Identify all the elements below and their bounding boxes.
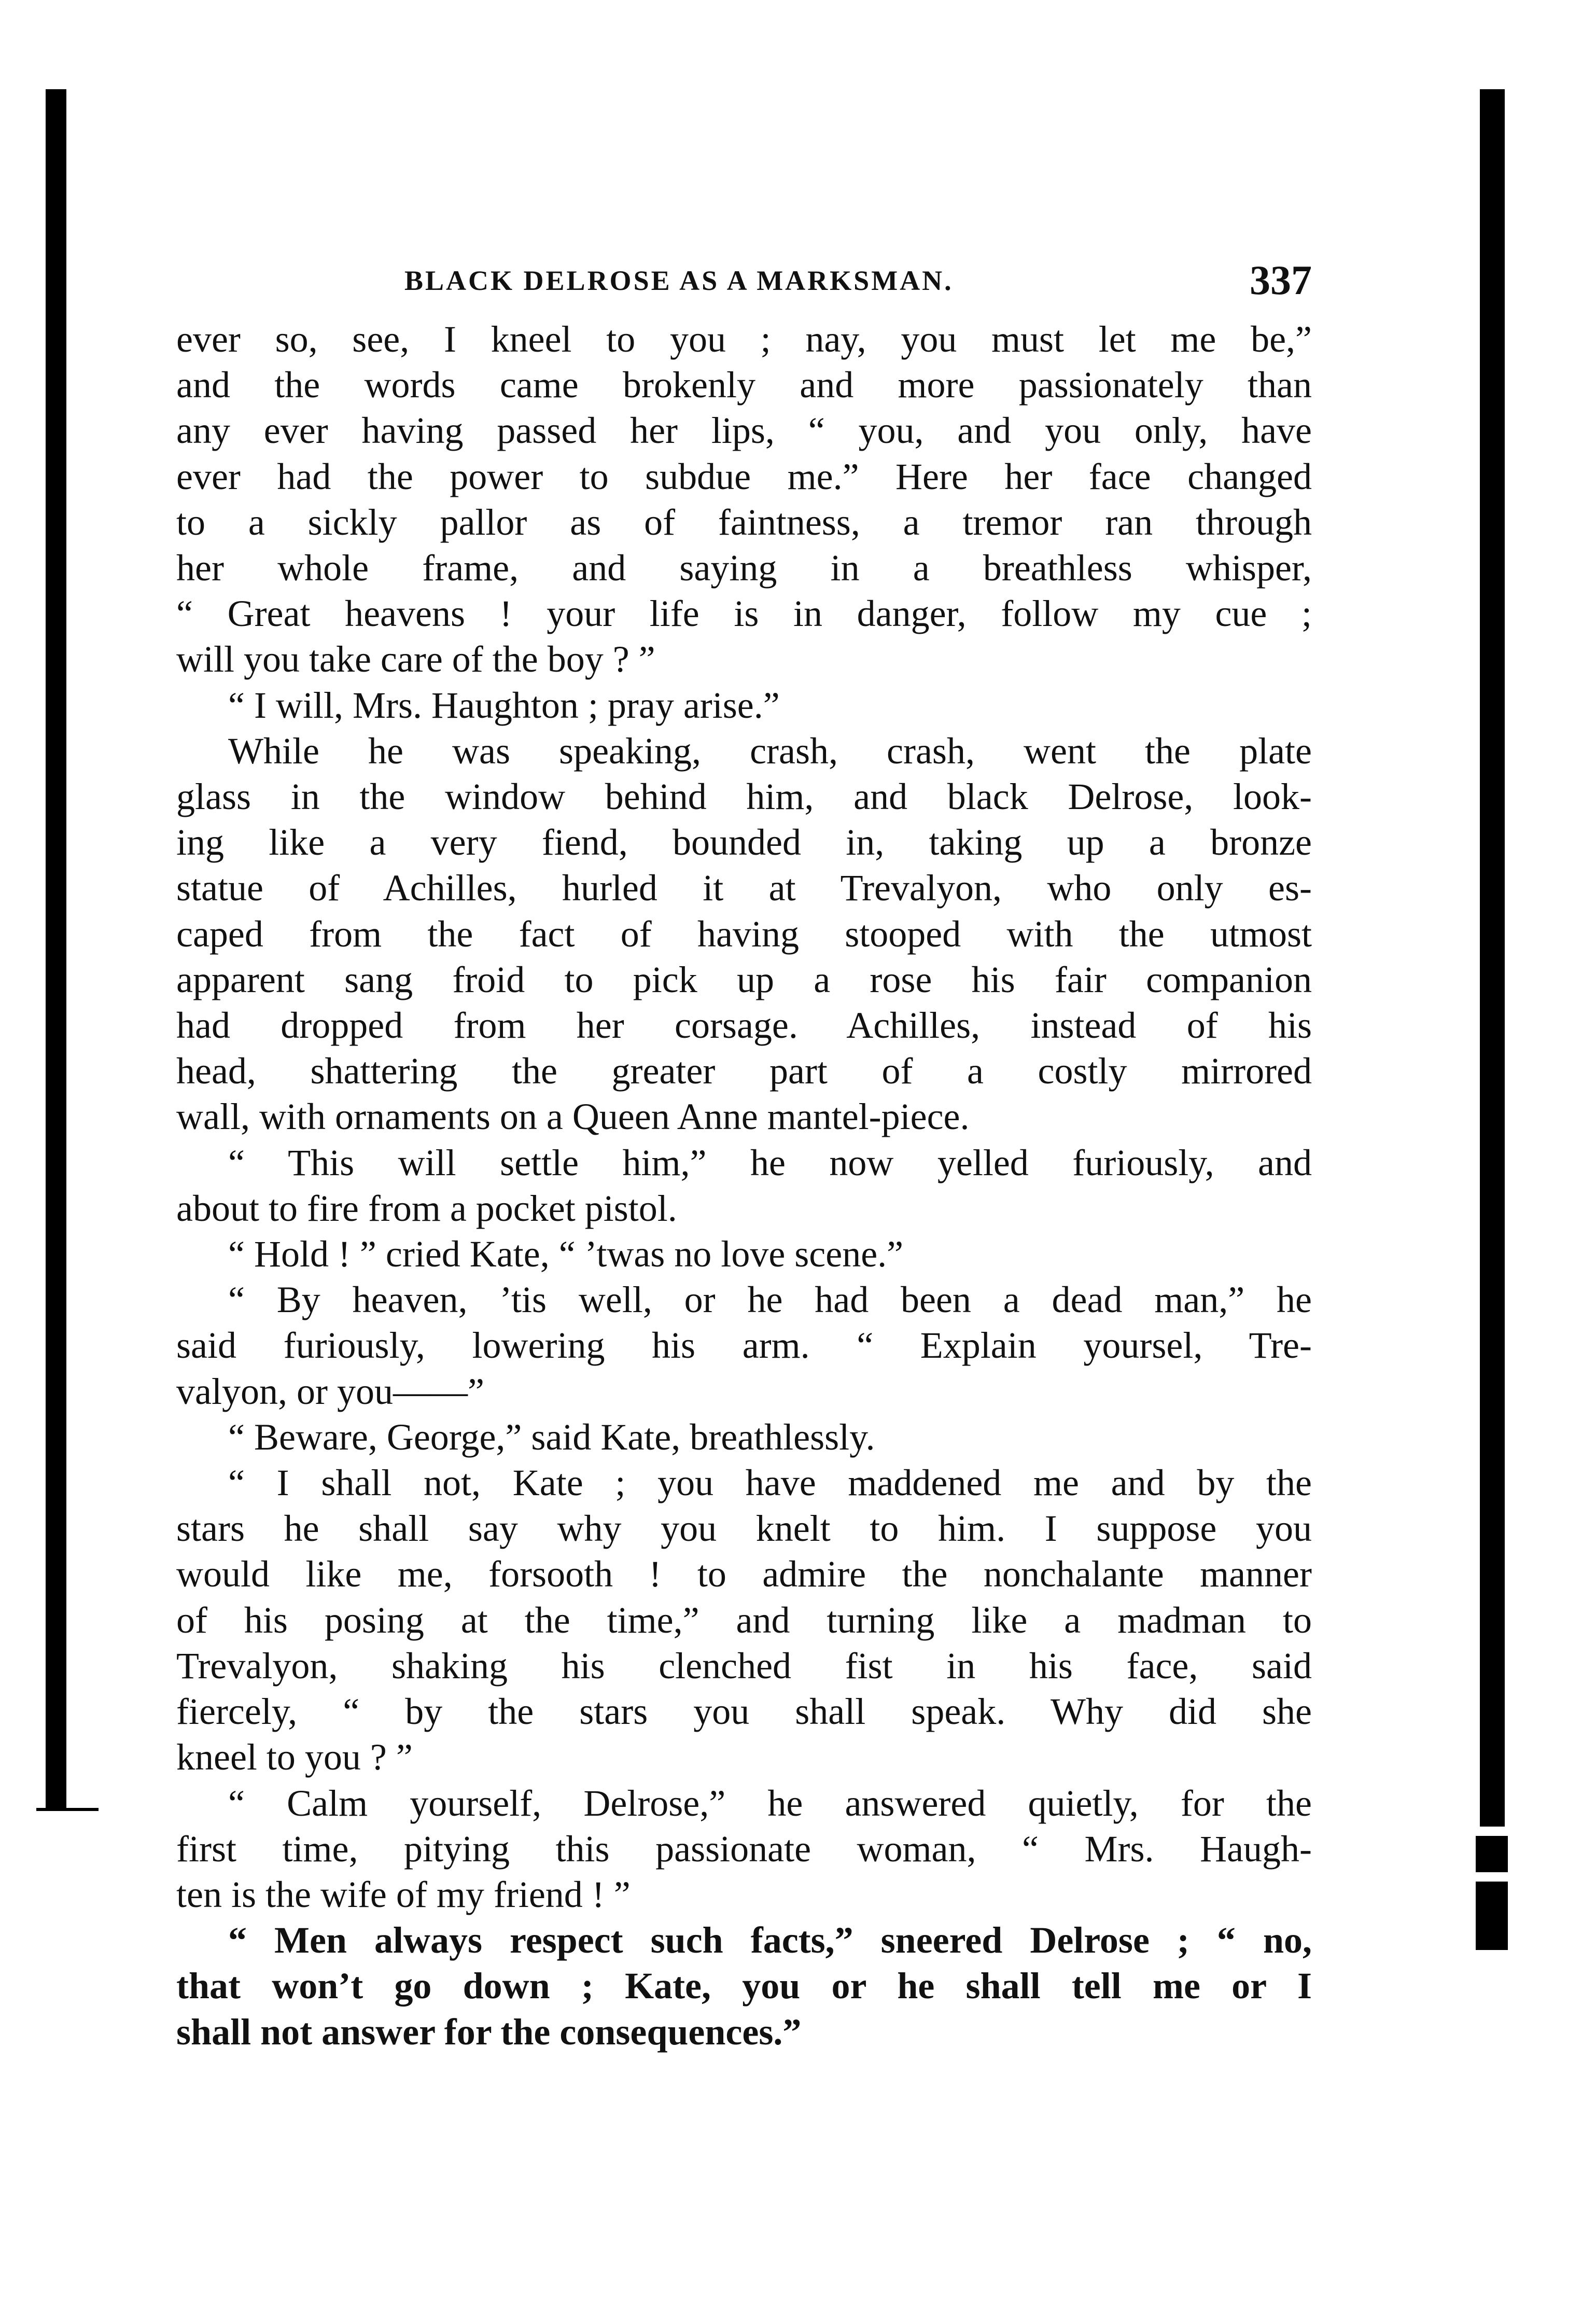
- text-line: said furiously, lowering his arm. “ Explain yoursel, Tre-: [176, 1325, 1312, 1367]
- text-line: “ This will settle him,” he now yelled furiously, and: [228, 1141, 1312, 1183]
- text-line: “ I shall not, Kate ; you have maddened me and by the: [228, 1462, 1312, 1504]
- scan-edge-left: [46, 89, 66, 1808]
- text-line: of his posing at the time,” and turning like a madman to: [176, 1599, 1312, 1641]
- text-line: head, shattering the greater part of a costly mirrored: [176, 1050, 1312, 1092]
- text-line: had dropped from her corsage. Achilles, instead of his: [176, 1005, 1312, 1047]
- text-line: kneel to you ? ”: [176, 1736, 413, 1778]
- text-line: ever so, see, I kneel to you ; nay, you must let me be,”: [176, 318, 1312, 360]
- text-line: shall not answer for the consequences.”: [176, 2011, 802, 2053]
- page-number: 337: [1250, 258, 1312, 303]
- text-line: “ Men always respect such facts,” sneered Delrose ; “ no,: [228, 1919, 1312, 1961]
- scan-edge-right-fragment: [1476, 1882, 1508, 1950]
- text-line: stars he shall say why you knelt to him. I suppose you: [176, 1508, 1312, 1550]
- scan-edge-tick: [36, 1808, 99, 1811]
- text-line: “ Calm yourself, Delrose,” he answered quietly, for the: [228, 1782, 1312, 1824]
- text-line: Trevalyon, shaking his clenched fist in his face, said: [176, 1645, 1312, 1687]
- text-line: “ By heaven, ’tis well, or he had been a dead man,” he: [228, 1279, 1312, 1321]
- text-line: “ Hold ! ” cried Kate, “ ’twas no love scene.”: [228, 1233, 904, 1275]
- text-line: statue of Achilles, hurled it at Trevalyon, who only es-: [176, 867, 1312, 909]
- text-line: to a sickly pallor as of faintness, a tremor ran through: [176, 501, 1312, 543]
- text-line: valyon, or you——”: [176, 1370, 484, 1412]
- scan-edge-right-fragment: [1476, 1836, 1508, 1872]
- text-line: would like me, forsooth ! to admire the nonchalante manner: [176, 1553, 1312, 1595]
- text-line: will you take care of the boy ? ”: [176, 638, 655, 680]
- text-line: ing like a very fiend, bounded in, taking up a bronze: [176, 821, 1312, 864]
- scan-edge-right: [1480, 89, 1505, 1827]
- text-line: “ I will, Mrs. Haughton ; pray arise.”: [228, 684, 780, 726]
- text-line: first time, pitying this passionate woman, “ Mrs. Haugh-: [176, 1828, 1312, 1870]
- text-line: ten is the wife of my friend ! ”: [176, 1873, 631, 1915]
- text-line: apparent sang froid to pick up a rose his fair companion: [176, 958, 1312, 1000]
- running-title: BLACK DELROSE AS A MARKSMAN.: [404, 265, 954, 296]
- body-text: [176, 316, 1312, 2055]
- text-line: ever had the power to subdue me.” Here her face changed: [176, 455, 1312, 497]
- text-line: fiercely, “ by the stars you shall speak. Why did she: [176, 1691, 1312, 1733]
- text-line: that won’t go down ; Kate, you or he shall tell me or I: [176, 1965, 1312, 2007]
- text-line: wall, with ornaments on a Queen Anne mantel-piece.: [176, 1096, 970, 1138]
- text-line: glass in the window behind him, and black Delrose, look-: [176, 776, 1312, 818]
- text-line: and the words came brokenly and more passionately than: [176, 364, 1312, 406]
- text-line: “ Great heavens ! your life is in danger, follow my cue ;: [176, 593, 1312, 635]
- text-line: about to fire from a pocket pistol.: [176, 1187, 677, 1229]
- text-line: her whole frame, and saying in a breathless whisper,: [176, 547, 1312, 589]
- text-line: any ever having passed her lips, “ you, and you only, have: [176, 410, 1312, 452]
- text-line: While he was speaking, crash, crash, went the plate: [228, 730, 1312, 772]
- running-head: [176, 259, 1312, 316]
- text-line: caped from the fact of having stooped with the utmost: [176, 913, 1312, 955]
- text-line: “ Beware, George,” said Kate, breathlessly.: [228, 1416, 875, 1458]
- book-page: [176, 259, 1312, 2055]
